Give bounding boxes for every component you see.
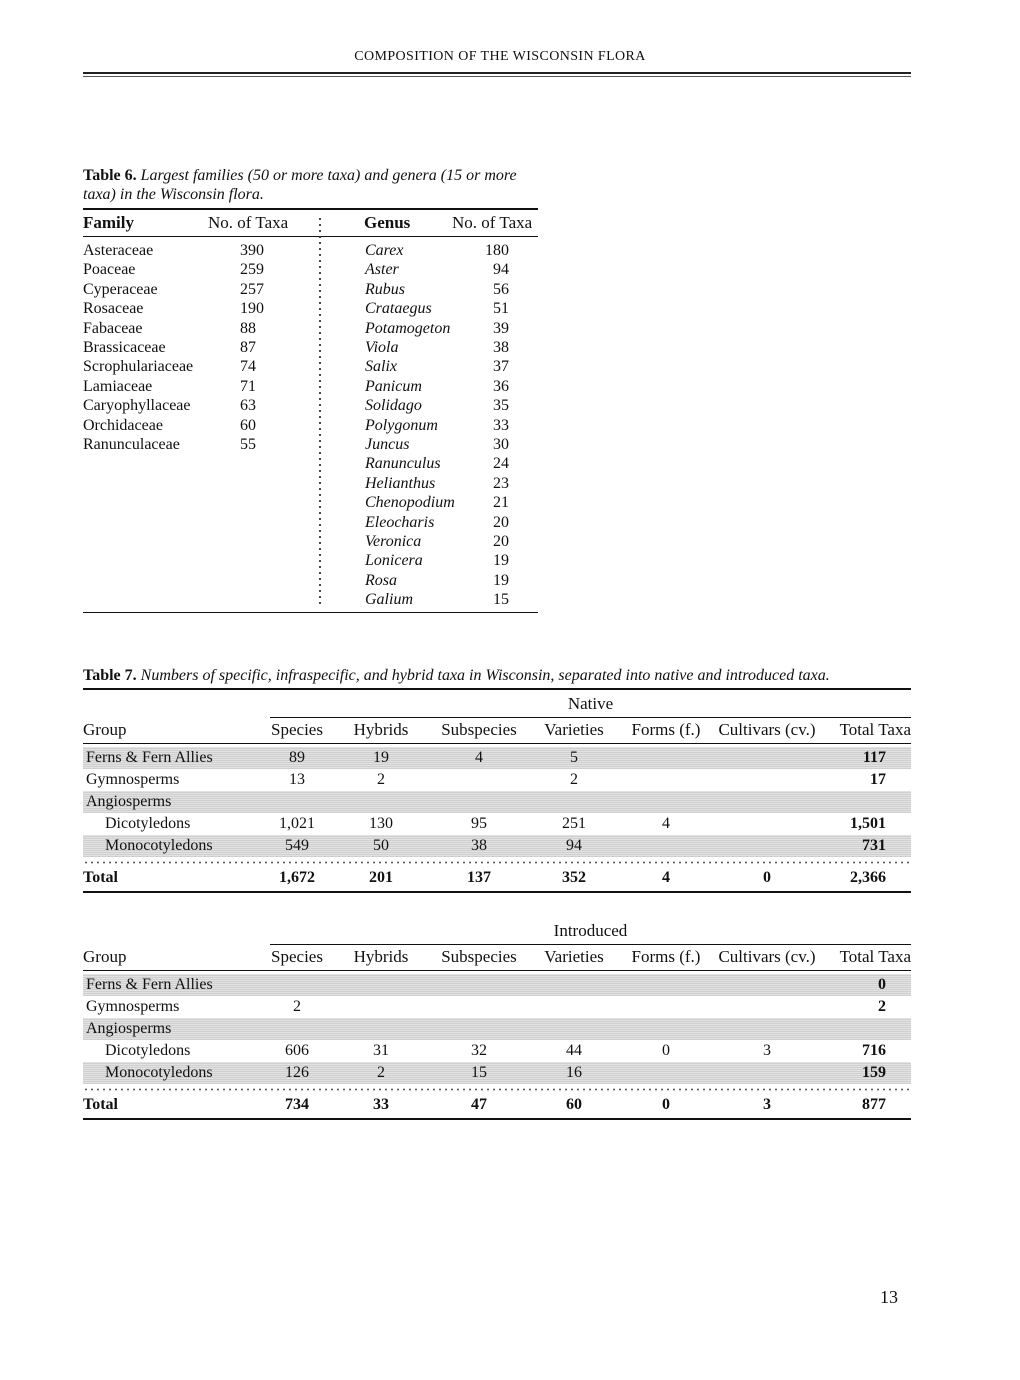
family-name: Lamiaceae <box>83 377 153 395</box>
genus-count: 36 <box>493 377 509 395</box>
row-value: 1,021 <box>279 815 315 832</box>
native-total-value: 1,672 <box>279 869 315 886</box>
genus-count: 35 <box>493 397 509 415</box>
native-col-header: Hybrids <box>353 720 409 739</box>
table6-header-family-count: No. of Taxa <box>208 213 289 232</box>
table6-header-family: Family <box>83 213 134 232</box>
family-name: Ranunculaceae <box>83 436 180 453</box>
family-count: 88 <box>240 319 256 337</box>
row-value: 2 <box>570 771 578 788</box>
native-total-value: 0 <box>763 869 771 886</box>
family-count: 190 <box>240 300 264 318</box>
row-value: 94 <box>566 837 582 854</box>
genus-name: Lonicera <box>365 552 423 570</box>
row-value: 606 <box>285 1042 309 1059</box>
genus-name: Chenopodium <box>365 494 455 512</box>
header-double-rule-thin <box>83 76 911 77</box>
introduced-col-header: Species <box>271 947 323 966</box>
family-name: Orchidaceae <box>83 416 163 434</box>
native-col-header: Subspecies <box>441 720 517 739</box>
row-total: 2 <box>878 998 886 1015</box>
genus-count: 38 <box>493 339 509 356</box>
genus-name: Potamogeton <box>365 319 451 337</box>
introduced-col-group: Group <box>83 947 127 966</box>
row-value: 19 <box>373 749 389 766</box>
introduced-total-label: Total <box>83 1096 118 1113</box>
family-count: 390 <box>240 242 264 259</box>
family-name: Asteraceae <box>83 242 154 259</box>
shaded-band <box>83 791 911 813</box>
introduced-total-value: 47 <box>471 1096 487 1113</box>
row-value: 2 <box>293 998 301 1015</box>
introduced-header-rule <box>83 970 911 971</box>
row-label: Angiosperms <box>86 793 172 810</box>
row-label: Ferns & Fern Allies <box>86 749 213 766</box>
row-value: 126 <box>285 1064 309 1081</box>
row-value: 13 <box>289 771 305 788</box>
row-value: 89 <box>289 749 305 766</box>
row-total: 17 <box>870 771 886 788</box>
native-total-value: 352 <box>562 869 586 886</box>
row-label: Dicotyledons <box>105 1042 191 1059</box>
table6-header-genus: Genus <box>364 213 411 232</box>
introduced-title: Introduced <box>553 921 628 940</box>
introduced-total-value: 33 <box>373 1096 389 1113</box>
introduced-dotted-rule <box>83 1088 911 1091</box>
genus-count: 39 <box>493 319 509 337</box>
native-col-group: Group <box>83 720 127 739</box>
family-name: Rosaceae <box>83 300 144 318</box>
genus-name: Rubus <box>365 280 405 298</box>
genus-name: Juncus <box>365 436 410 453</box>
row-label: Ferns & Fern Allies <box>86 976 213 993</box>
family-count: 60 <box>240 416 256 434</box>
genus-name: Helianthus <box>365 474 436 492</box>
row-total: 716 <box>862 1042 886 1059</box>
native-title: Native <box>567 694 614 713</box>
native-col-header: Cultivars (cv.) <box>718 720 816 739</box>
genus-name: Rosa <box>365 571 397 589</box>
introduced-col-header: Varieties <box>544 947 604 966</box>
native-col-header: Forms (f.) <box>631 720 701 739</box>
genus-name: Panicum <box>365 377 422 395</box>
family-count: 87 <box>240 339 256 356</box>
native-total-label: Total <box>83 869 118 886</box>
row-label: Dicotyledons <box>105 815 191 832</box>
row-value: 3 <box>763 1042 771 1059</box>
row-label: Gymnosperms <box>86 998 180 1015</box>
genus-name: Eleocharis <box>365 513 435 531</box>
family-name: Scrophulariaceae <box>83 358 194 376</box>
introduced-total-value: 3 <box>763 1096 771 1113</box>
genus-count: 24 <box>493 455 509 473</box>
family-name: Fabaceae <box>83 319 143 337</box>
table6-header-rule <box>83 236 538 237</box>
genus-count: 15 <box>493 591 509 609</box>
native-total-value: 4 <box>662 869 670 886</box>
native-title-rule <box>270 717 911 718</box>
table6-dotted-divider <box>318 216 322 606</box>
genus-name: Ranunculus <box>365 455 441 473</box>
family-count: 74 <box>240 358 256 376</box>
row-total: 159 <box>862 1064 886 1081</box>
row-value: 2 <box>377 1064 385 1081</box>
family-name: Caryophyllaceae <box>83 397 191 415</box>
genus-count: 30 <box>493 436 509 453</box>
genus-name: Viola <box>365 339 399 356</box>
page-number: 13 <box>880 1287 898 1307</box>
table7-top-rule <box>83 688 911 690</box>
genus-count: 37 <box>493 358 509 376</box>
genus-name: Salix <box>365 358 397 376</box>
native-col-header: Species <box>271 720 323 739</box>
genus-name: Veronica <box>365 533 422 550</box>
genus-name: Solidago <box>365 397 422 415</box>
genus-name: Aster <box>365 261 399 279</box>
introduced-col-header: Subspecies <box>441 947 517 966</box>
introduced-col-header: Forms (f.) <box>631 947 701 966</box>
row-total: 117 <box>862 749 886 766</box>
introduced-bottom-rule <box>83 1118 911 1120</box>
table6-header-genus-count: No. of Taxa <box>452 213 533 232</box>
table6-bottom-rule <box>83 612 538 613</box>
table7-label: Table 7. <box>83 667 137 684</box>
row-value: 2 <box>377 771 385 788</box>
native-col-header: Varieties <box>544 720 604 739</box>
genus-count: 20 <box>493 533 509 550</box>
row-value: 5 <box>570 749 578 766</box>
genus-count: 19 <box>493 571 509 589</box>
family-count: 257 <box>240 280 264 298</box>
family-count: 55 <box>240 436 256 453</box>
native-total-sum: 2,366 <box>850 869 886 886</box>
row-value: 549 <box>285 837 309 854</box>
native-dotted-rule <box>83 861 911 864</box>
family-name: Poaceae <box>83 261 136 279</box>
native-header-rule <box>83 743 911 744</box>
genus-count: 21 <box>493 494 509 512</box>
table7-caption <box>83 667 913 685</box>
genus-name: Galium <box>365 591 413 609</box>
row-value: 44 <box>566 1042 582 1059</box>
row-total: 731 <box>862 837 886 854</box>
row-total: 1,501 <box>850 815 886 832</box>
row-value: 95 <box>471 815 487 832</box>
genus-count: 180 <box>485 242 509 259</box>
row-label: Angiosperms <box>86 1020 172 1037</box>
row-value: 32 <box>471 1042 487 1059</box>
genus-count: 23 <box>493 474 509 492</box>
table6-top-rule <box>83 208 538 210</box>
native-bottom-rule <box>83 891 911 893</box>
row-value: 38 <box>471 837 487 854</box>
row-total: 0 <box>878 976 886 993</box>
genus-name: Polygonum <box>365 416 438 434</box>
row-value: 0 <box>662 1042 670 1059</box>
row-label: Monocotyledons <box>105 1064 213 1081</box>
introduced-col-header: Hybrids <box>353 947 409 966</box>
shaded-band <box>83 1018 911 1040</box>
family-count: 71 <box>240 377 256 395</box>
genus-count: 56 <box>493 280 509 298</box>
family-name: Brassicaceae <box>83 339 166 356</box>
genus-name: Crataegus <box>365 300 432 318</box>
genus-count: 51 <box>493 300 509 318</box>
row-value: 251 <box>562 815 586 832</box>
row-value: 50 <box>373 837 389 854</box>
native-total-value: 137 <box>467 869 491 886</box>
introduced-total-value: 734 <box>285 1096 309 1113</box>
table6-caption-text: Largest families (50 or more taxa) and genera (15 or more taxa) in the Wisconsin flora. <box>83 167 517 203</box>
introduced-col-total: Total Taxa <box>839 947 911 966</box>
header-double-rule <box>83 72 911 74</box>
table6-caption <box>83 166 553 204</box>
row-value: 4 <box>475 749 483 766</box>
genus-count: 20 <box>493 513 509 531</box>
table7-caption-text: Numbers of specific, infraspecific, and hybrid taxa in Wisconsin, separated into native and introduced taxa. <box>140 667 830 684</box>
introduced-total-sum: 877 <box>862 1096 886 1113</box>
row-value: 31 <box>373 1042 389 1059</box>
family-count: 63 <box>240 397 256 415</box>
introduced-total-value: 60 <box>566 1096 582 1113</box>
introduced-col-header: Cultivars (cv.) <box>718 947 816 966</box>
row-label: Gymnosperms <box>86 771 180 788</box>
genus-count: 94 <box>493 261 509 279</box>
genus-count: 19 <box>493 552 509 570</box>
running-head: COMPOSITION OF THE WISCONSIN FLORA <box>354 49 646 64</box>
family-name: Cyperaceae <box>83 280 158 298</box>
native-col-total: Total Taxa <box>839 720 911 739</box>
genus-name: Carex <box>365 242 404 259</box>
family-count: 259 <box>240 261 264 279</box>
row-value: 4 <box>662 815 670 832</box>
row-value: 15 <box>471 1064 487 1081</box>
row-label: Monocotyledons <box>105 837 213 854</box>
introduced-total-value: 0 <box>662 1096 670 1113</box>
row-value: 16 <box>566 1064 582 1081</box>
table6-label: Table 6. <box>83 167 137 184</box>
row-value: 130 <box>369 815 393 832</box>
introduced-title-rule <box>270 944 911 945</box>
genus-count: 33 <box>493 416 509 434</box>
native-total-value: 201 <box>369 869 393 886</box>
